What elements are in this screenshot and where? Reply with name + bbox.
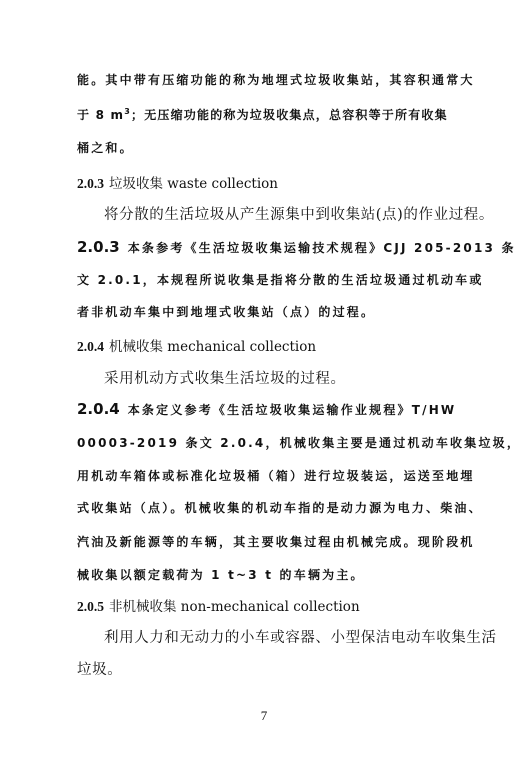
explanation-line: 械收集以额定载荷为 1 t~3 t 的车辆为主。 <box>77 568 365 582</box>
term-heading: 2.0.3 垃圾收集 waste collection <box>77 176 278 192</box>
term-heading: 2.0.5 非机械收集 non-mechanical collection <box>77 599 360 615</box>
explanation-line: 者非机动车集中到地埋式收集站（点）的过程。 <box>77 305 376 319</box>
term-definition: 采用机动方式收集生活垃圾的过程。 <box>104 371 346 387</box>
explanation-line: 2.0.4 本条定义参考《生活垃圾收集运输作业规程》T/HW <box>77 400 457 418</box>
explanation-line: 能。其中带有压缩功能的称为地埋式垃圾收集站，其容积通常大 <box>77 73 475 87</box>
explanation-line: 桶之和。 <box>77 141 134 155</box>
explanation-line: 式收集站（点）。机械收集的机动车指的是动力源为电力、柴油、 <box>77 501 483 515</box>
explanation-line: 用机动车箱体或标准化垃圾桶（箱）进行垃圾装运，运送至地埋 <box>77 469 475 483</box>
explanation-line: 2.0.3 本条参考《生活垃圾收集运输技术规程》CJJ 205-2013 条 <box>77 238 516 256</box>
explanation-line: 于 8 $m^3$；无压缩功能的称为垃圾收集点，总容积等于所有收集 <box>77 107 448 122</box>
explanation-line: 汽油及新能源等的车辆，其主要收集过程由机械完成。现阶段机 <box>77 535 475 549</box>
term-heading: 2.0.4 机械收集 mechanical collection <box>77 339 317 355</box>
page-number: 7 <box>260 708 268 723</box>
explanation-line: 00003-2019 条文 2.0.4，机械收集主要是通过机动车收集垃圾， <box>77 436 522 450</box>
term-definition: 将分散的生活垃圾从产生源集中到收集站(点)的作业过程。 <box>104 207 495 223</box>
term-definition: 利用人力和无动力的小车或容器、小型保洁电动车收集生活 <box>104 630 497 646</box>
explanation-line: 文 2.0.1，本规程所说收集是指将分散的生活垃圾通过机动车或 <box>77 273 484 287</box>
term-definition: 垃圾。 <box>77 662 123 678</box>
